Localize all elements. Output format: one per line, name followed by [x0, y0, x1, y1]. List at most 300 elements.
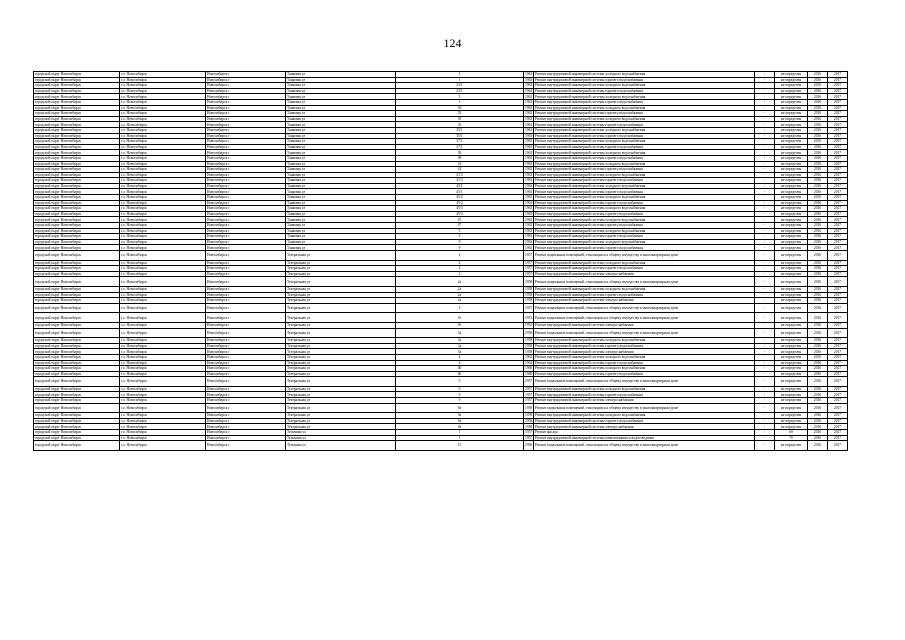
cost-cell: -: [755, 239, 775, 245]
district-cell: г.о. Новосибирск: [120, 150, 206, 156]
street-cell: Театральная ул: [286, 313, 396, 323]
house-number-cell: 23/1: [396, 88, 524, 94]
municipality-cell: городской округ Новосибирск: [34, 298, 120, 304]
district-cell: г.о. Новосибирск: [120, 133, 206, 139]
period-cell: не определен: [775, 167, 808, 173]
municipality-cell: городской округ Новосибирск: [34, 266, 120, 272]
municipality-cell: городской округ Новосибирск: [34, 133, 120, 139]
end-year-cell: 2017: [828, 161, 848, 167]
start-year-cell: 2016: [808, 435, 828, 441]
start-year-cell: 2016: [808, 195, 828, 201]
period-cell: не определен: [775, 338, 808, 344]
work-type-cell: Ремонт внутридомовой инженерной системы горячего водоснабжения: [534, 77, 755, 83]
district-cell: г.о. Новосибирск: [120, 349, 206, 355]
cost-cell: -: [755, 413, 775, 419]
house-number-cell: 1: [396, 77, 524, 83]
year-cell: 1963: [525, 167, 533, 172]
end-year-cell: 2017: [828, 251, 848, 261]
district-cell: г.о. Новосибирск: [120, 266, 206, 272]
locality-cell: Новосибирск г: [206, 172, 286, 178]
house-number-cell: 35: [396, 122, 524, 128]
period-cell: не определен: [775, 349, 808, 355]
locality-cell: Новосибирск г: [206, 260, 286, 266]
start-year-cell: 2016: [808, 360, 828, 366]
start-year-cell: 2016: [808, 211, 828, 217]
district-cell: г.о. Новосибирск: [120, 155, 206, 161]
start-year-cell: 2016: [808, 424, 828, 430]
start-year-cell: 2016: [808, 313, 828, 323]
cost-cell: -: [755, 155, 775, 161]
municipality-cell: городской округ Новосибирск: [34, 260, 120, 266]
street-cell: Танковая ул: [286, 105, 396, 111]
work-type-cell: Ремонт внутридомовой инженерной системы холодного водоснабжения: [534, 172, 755, 178]
municipality-cell: городской округ Новосибирск: [34, 338, 120, 344]
house-number-cell: 9а: [396, 403, 524, 413]
end-year-cell: 2017: [828, 139, 848, 145]
house-number-cell: 3: [396, 99, 524, 105]
period-cell: не определен: [775, 260, 808, 266]
municipality-cell: городской округ Новосибирск: [34, 189, 120, 195]
end-year-cell: 2017: [828, 271, 848, 277]
locality-cell: Новосибирск г: [206, 183, 286, 189]
municipality-cell: городской округ Новосибирск: [34, 72, 120, 78]
year-cell: 1962: [525, 100, 533, 105]
municipality-cell: городской округ Новосибирск: [34, 116, 120, 122]
end-year-cell: 2017: [828, 277, 848, 287]
locality-cell: Новосибирск г: [206, 111, 286, 117]
start-year-cell: 2016: [808, 72, 828, 78]
year-cell: 1963: [525, 234, 533, 239]
district-cell: г.о. Новосибирск: [120, 413, 206, 419]
district-cell: г.о. Новосибирск: [120, 228, 206, 234]
work-type-cell: Ремонт внутридомовой инженерной системы холодного водоснабжения: [534, 386, 755, 392]
table-row: [34, 328, 848, 338]
house-number-cell: 9а: [396, 413, 524, 419]
period-cell: не определен: [775, 398, 808, 404]
work-type-cell: Ремонт внутридомовой инженерной системы горячего водоснабжения: [534, 245, 755, 251]
municipality-cell: городской округ Новосибирск: [34, 83, 120, 89]
cost-cell: -: [755, 83, 775, 89]
house-number-cell: 35/1: [396, 133, 524, 139]
year-cell: 1958: [525, 349, 533, 354]
work-type-cell: Ремонт внутридомовой инженерной системы холодного водоснабжения: [534, 228, 755, 234]
work-type-cell: Ремонт подвальных помещений, относящихся к общему имуществу в многоквартирном доме: [534, 251, 755, 261]
end-year-cell: 2017: [828, 122, 848, 128]
work-type-cell: Ремонт внутридомовой инженерной системы горячего водоснабжения: [534, 144, 755, 150]
municipality-cell: городской округ Новосибирск: [34, 88, 120, 94]
end-year-cell: 2017: [828, 403, 848, 413]
district-cell: г.о. Новосибирск: [120, 313, 206, 323]
house-number-cell: 2а: [396, 298, 524, 304]
house-number-cell: 39: [396, 155, 524, 161]
period-cell: не определен: [775, 298, 808, 304]
house-number-cell: 35/1: [396, 127, 524, 133]
end-year-cell: 2017: [828, 360, 848, 366]
period-cell: не определен: [775, 277, 808, 287]
period-cell: не определен: [775, 245, 808, 251]
year-cell: 1960: [525, 371, 533, 376]
period-cell: не определен: [775, 360, 808, 366]
period-cell: не определен: [775, 441, 808, 451]
municipality-cell: городской округ Новосибирск: [34, 398, 120, 404]
district-cell: г.о. Новосибирск: [120, 167, 206, 173]
start-year-cell: 2016: [808, 338, 828, 344]
cost-cell: -: [755, 403, 775, 413]
table-row: [34, 403, 848, 413]
district-cell: г.о. Новосибирск: [120, 245, 206, 251]
year-cell: 1963: [525, 223, 533, 228]
municipality-cell: городской округ Новосибирск: [34, 105, 120, 111]
cost-cell: -: [755, 298, 775, 304]
cost-cell: -: [755, 111, 775, 117]
house-number-cell: 2: [396, 271, 524, 277]
municipality-cell: городской округ Новосибирск: [34, 239, 120, 245]
year-cell: 1963: [525, 105, 533, 110]
table-row: [34, 251, 848, 261]
locality-cell: Новосибирск г: [206, 430, 286, 436]
municipality-cell: городской округ Новосибирск: [34, 286, 120, 292]
start-year-cell: 2016: [808, 150, 828, 156]
locality-cell: Новосибирск г: [206, 398, 286, 404]
house-number-cell: 9: [396, 392, 524, 398]
start-year-cell: 2016: [808, 398, 828, 404]
locality-cell: Новосибирск г: [206, 343, 286, 349]
year-cell: 1963: [525, 150, 533, 155]
district-cell: г.о. Новосибирск: [120, 178, 206, 184]
locality-cell: Новосибирск г: [206, 189, 286, 195]
cost-cell: -: [755, 338, 775, 344]
work-type-cell: Ремонт внутридомовой инженерной системы горячего водоснабжения: [534, 418, 755, 424]
period-cell: не определен: [775, 144, 808, 150]
district-cell: г.о. Новосибирск: [120, 322, 206, 328]
end-year-cell: 2017: [828, 172, 848, 178]
street-cell: Театральная ул: [286, 251, 396, 261]
year-cell: 1958: [524, 328, 534, 338]
house-number-cell: 45/1: [396, 183, 524, 189]
locality-cell: Новосибирск г: [206, 286, 286, 292]
locality-cell: Новосибирск г: [206, 377, 286, 387]
work-type-cell: Ремонт внутридомовой инженерной системы электроснабжения: [534, 322, 755, 328]
start-year-cell: 2016: [808, 403, 828, 413]
table-row: [34, 277, 848, 287]
district-cell: г.о. Новосибирск: [120, 343, 206, 349]
work-type-cell: Ремонт внутридомовой инженерной системы холодного водоснабжения: [534, 366, 755, 372]
table-body: [34, 72, 848, 451]
year-cell: 1962: [525, 94, 533, 99]
period-cell: не определен: [775, 371, 808, 377]
work-type-cell: Ремонт внутридомовой инженерной системы горячего водоснабжения: [534, 111, 755, 117]
end-year-cell: 2017: [828, 386, 848, 392]
end-year-cell: 2017: [828, 441, 848, 451]
year-cell: 1958: [524, 277, 534, 287]
start-year-cell: 2016: [808, 116, 828, 122]
start-year-cell: 2016: [808, 441, 828, 451]
district-cell: г.о. Новосибирск: [120, 251, 206, 261]
start-year-cell: 2016: [808, 328, 828, 338]
street-cell: Танковая ул: [286, 195, 396, 201]
end-year-cell: 2017: [828, 245, 848, 251]
house-number-cell: 37/1: [396, 144, 524, 150]
street-cell: Танковая ул: [286, 228, 396, 234]
municipality-cell: городской округ Новосибирск: [34, 167, 120, 173]
street-cell: Танковая ул: [286, 88, 396, 94]
work-type-cell: Ремонт внутридомовой инженерной системы холодного водоснабжения: [534, 83, 755, 89]
end-year-cell: 2017: [828, 286, 848, 292]
work-type-cell: Ремонт внутридомовой инженерной системы холодного водоснабжения: [534, 116, 755, 122]
work-type-cell: Ремонт внутридомовой инженерной системы горячего водоснабжения: [534, 99, 755, 105]
table-row: [34, 441, 848, 451]
municipality-cell: городской округ Новосибирск: [34, 277, 120, 287]
cost-cell: -: [755, 217, 775, 223]
year-cell: 1963: [525, 133, 533, 138]
start-year-cell: 2016: [808, 277, 828, 287]
year-cell: 1963: [525, 156, 533, 161]
cost-cell: -: [755, 266, 775, 272]
year-cell: 1963: [525, 111, 533, 116]
cost-cell: -: [755, 228, 775, 234]
end-year-cell: 2017: [828, 392, 848, 398]
cost-cell: -: [755, 223, 775, 229]
start-year-cell: 2016: [808, 260, 828, 266]
locality-cell: Новосибирск г: [206, 392, 286, 398]
start-year-cell: 2016: [808, 413, 828, 419]
work-type-cell: Ремонт внутридомовой инженерной системы холодного водоснабжения: [534, 94, 755, 100]
locality-cell: Новосибирск г: [206, 292, 286, 298]
period-cell: не определен: [775, 105, 808, 111]
year-cell: 1963: [525, 144, 533, 149]
municipality-cell: городской округ Новосибирск: [34, 386, 120, 392]
year-cell: 1963: [525, 77, 533, 82]
house-number-cell: 9: [396, 398, 524, 404]
district-cell: г.о. Новосибирск: [120, 403, 206, 413]
period-cell: не определен: [775, 83, 808, 89]
start-year-cell: 2016: [808, 251, 828, 261]
district-cell: г.о. Новосибирск: [120, 83, 206, 89]
locality-cell: Новосибирск г: [206, 223, 286, 229]
municipality-cell: городской округ Новосибирск: [34, 418, 120, 424]
year-cell: 1957: [525, 392, 533, 397]
end-year-cell: 2017: [828, 183, 848, 189]
table-row: [34, 303, 848, 313]
street-cell: Танковая ул: [286, 111, 396, 117]
end-year-cell: 2017: [828, 418, 848, 424]
cost-cell: -: [755, 251, 775, 261]
locality-cell: Новосибирск г: [206, 441, 286, 451]
municipality-cell: городской округ Новосибирск: [34, 99, 120, 105]
locality-cell: Новосибирск г: [206, 435, 286, 441]
work-type-cell: Ремонт внутридомовой инженерной системы холодного водоснабжения: [534, 72, 755, 78]
year-cell: 1958: [525, 287, 533, 292]
period-cell: не определен: [775, 366, 808, 372]
municipality-cell: городской округ Новосибирск: [34, 271, 120, 277]
district-cell: г.о. Новосибирск: [120, 223, 206, 229]
district-cell: г.о. Новосибирск: [120, 161, 206, 167]
work-type-cell: Ремонт подвальных помещений, относящихся к общему имуществу в многоквартирном доме: [534, 328, 755, 338]
locality-cell: Новосибирск г: [206, 303, 286, 313]
street-cell: Танковая ул: [286, 223, 396, 229]
district-cell: г.о. Новосибирск: [120, 94, 206, 100]
start-year-cell: 2016: [808, 354, 828, 360]
period-cell: не определен: [775, 77, 808, 83]
period-cell: не определен: [775, 354, 808, 360]
work-type-cell: Ремонт внутридомовой инженерной системы электроснабжения: [534, 398, 755, 404]
locality-cell: Новосибирск г: [206, 155, 286, 161]
municipality-cell: городской округ Новосибирск: [34, 303, 120, 313]
cost-cell: -: [755, 72, 775, 78]
work-type-cell: Ремонт внутридомовой инженерной системы холодного водоснабжения: [534, 105, 755, 111]
work-type-cell: Ремонт внутридомовой инженерной системы холодного водоснабжения: [534, 139, 755, 145]
district-cell: г.о. Новосибирск: [120, 234, 206, 240]
cost-cell: -: [755, 116, 775, 122]
cost-cell: -: [755, 144, 775, 150]
cost-cell: -: [755, 206, 775, 212]
work-type-cell: Ремонт внутридомовой инженерной системы горячего водоснабжения: [534, 133, 755, 139]
end-year-cell: 2017: [828, 211, 848, 217]
cost-cell: -: [755, 77, 775, 83]
house-number-cell: 41: [396, 167, 524, 173]
work-type-cell: Ремонт внутридомовой инженерной системы электроснабжения: [534, 349, 755, 355]
start-year-cell: 2016: [808, 377, 828, 387]
street-cell: Театральная ул: [286, 338, 396, 344]
period-cell: не определен: [775, 88, 808, 94]
municipality-cell: городской округ Новосибирск: [34, 360, 120, 366]
municipality-cell: городской округ Новосибирск: [34, 251, 120, 261]
house-number-cell: 39: [396, 150, 524, 156]
house-number-cell: 3б: [396, 322, 524, 328]
locality-cell: Новосибирск г: [206, 371, 286, 377]
municipality-cell: городской округ Новосибирск: [34, 349, 120, 355]
cost-cell: -: [755, 435, 775, 441]
cost-cell: -: [755, 424, 775, 430]
locality-cell: Новосибирск г: [206, 83, 286, 89]
locality-cell: Новосибирск г: [206, 105, 286, 111]
period-cell: не определен: [775, 424, 808, 430]
house-number-cell: 4: [396, 354, 524, 360]
district-cell: г.о. Новосибирск: [120, 286, 206, 292]
house-number-cell: 41: [396, 161, 524, 167]
district-cell: г.о. Новосибирск: [120, 386, 206, 392]
year-cell: 1958: [525, 292, 533, 297]
house-number-cell: 9: [396, 377, 524, 387]
house-number-cell: 9: [396, 245, 524, 251]
district-cell: г.о. Новосибирск: [120, 206, 206, 212]
year-cell: 1953: [525, 323, 533, 328]
start-year-cell: 2016: [808, 127, 828, 133]
municipality-cell: городской округ Новосибирск: [34, 322, 120, 328]
locality-cell: Новосибирск г: [206, 366, 286, 372]
district-cell: г.о. Новосибирск: [120, 172, 206, 178]
street-cell: Театральная ул: [286, 386, 396, 392]
year-cell: 1957: [525, 435, 533, 440]
house-number-cell: 35: [396, 116, 524, 122]
municipality-cell: городской округ Новосибирск: [34, 127, 120, 133]
street-cell: Танковая ул: [286, 161, 396, 167]
period-cell: не определен: [775, 139, 808, 145]
house-number-cell: 41/3: [396, 178, 524, 184]
work-type-cell: Ремонт внутридомовой инженерной системы холодного водоснабжения: [534, 183, 755, 189]
locality-cell: Новосибирск г: [206, 77, 286, 83]
locality-cell: Новосибирск г: [206, 251, 286, 261]
locality-cell: Новосибирск г: [206, 206, 286, 212]
work-type-cell: Ремонт внутридомовой инженерной системы горячего водоснабжения: [534, 200, 755, 206]
district-cell: г.о. Новосибирск: [120, 392, 206, 398]
municipality-cell: городской округ Новосибирск: [34, 122, 120, 128]
district-cell: г.о. Новосибирск: [120, 195, 206, 201]
district-cell: г.о. Новосибирск: [120, 77, 206, 83]
municipality-cell: городской округ Новосибирск: [34, 183, 120, 189]
street-cell: Танковая ул: [286, 116, 396, 122]
district-cell: г.о. Новосибирск: [120, 122, 206, 128]
period-cell: не определен: [775, 239, 808, 245]
year-cell: 1963: [525, 139, 533, 144]
street-cell: Театральная ул: [286, 266, 396, 272]
year-cell: 1957: [525, 398, 533, 403]
work-type-cell: Ремонт внутридомовой инженерной системы холодного водоснабжения: [534, 239, 755, 245]
cost-cell: -: [755, 195, 775, 201]
district-cell: г.о. Новосибирск: [120, 217, 206, 223]
house-number-cell: 9: [396, 386, 524, 392]
period-cell: не определен: [775, 418, 808, 424]
start-year-cell: 2016: [808, 144, 828, 150]
page-number: 124: [443, 36, 462, 50]
end-year-cell: 2017: [828, 292, 848, 298]
start-year-cell: 2016: [808, 430, 828, 436]
locality-cell: Новосибирск г: [206, 99, 286, 105]
street-cell: Танковая ул: [286, 245, 396, 251]
locality-cell: Новосибирск г: [206, 200, 286, 206]
municipality-cell: городской округ Новосибирск: [34, 200, 120, 206]
street-cell: Танковая ул: [286, 94, 396, 100]
start-year-cell: 2016: [808, 303, 828, 313]
work-type-cell: Ремонт внутридомовой инженерной системы горячего водоснабжения: [534, 392, 755, 398]
work-type-cell: Ремонт внутридомовой инженерной системы холодного водоснабжения: [534, 150, 755, 156]
district-cell: г.о. Новосибирск: [120, 328, 206, 338]
district-cell: г.о. Новосибирск: [120, 139, 206, 145]
street-cell: Танковая ул: [286, 133, 396, 139]
municipality-cell: городской округ Новосибирск: [34, 403, 120, 413]
period-cell: не определен: [775, 111, 808, 117]
work-type-cell: Ремонт внутридомовой инженерной системы холодного водоснабжения: [534, 354, 755, 360]
work-type-cell: Ремонт подвальных помещений, относящихся к общему имуществу в многоквартирном доме: [534, 313, 755, 323]
year-cell: 1963: [525, 245, 533, 250]
street-cell: Театральная ул: [286, 392, 396, 398]
house-number-cell: 45/2: [396, 200, 524, 206]
cost-cell: -: [755, 172, 775, 178]
locality-cell: Новосибирск г: [206, 234, 286, 240]
district-cell: г.о. Новосибирск: [120, 111, 206, 117]
period-cell: не определен: [775, 266, 808, 272]
municipality-cell: городской округ Новосибирск: [34, 441, 120, 451]
period-cell: не определен: [775, 322, 808, 328]
street-cell: Театральная ул: [286, 418, 396, 424]
house-number-cell: 2а: [396, 286, 524, 292]
cost-cell: -: [755, 398, 775, 404]
work-type-cell: Ремонт внутридомовой инженерной системы горячего водоснабжения: [534, 223, 755, 229]
end-year-cell: 2017: [828, 377, 848, 387]
period-cell: не определен: [775, 234, 808, 240]
locality-cell: Новосибирск г: [206, 298, 286, 304]
house-number-cell: 9: [396, 239, 524, 245]
period-cell: не определен: [775, 271, 808, 277]
period-cell: не определен: [775, 228, 808, 234]
municipality-cell: городской округ Новосибирск: [34, 234, 120, 240]
district-cell: г.о. Новосибирск: [120, 338, 206, 344]
work-type-cell: Ремонт внутридомовой инженерной системы горячего водоснабжения: [534, 122, 755, 128]
street-cell: Танковая ул: [286, 189, 396, 195]
locality-cell: Новосибирск г: [206, 150, 286, 156]
year-cell: 1963: [525, 200, 533, 205]
period-cell: не определен: [775, 99, 808, 105]
